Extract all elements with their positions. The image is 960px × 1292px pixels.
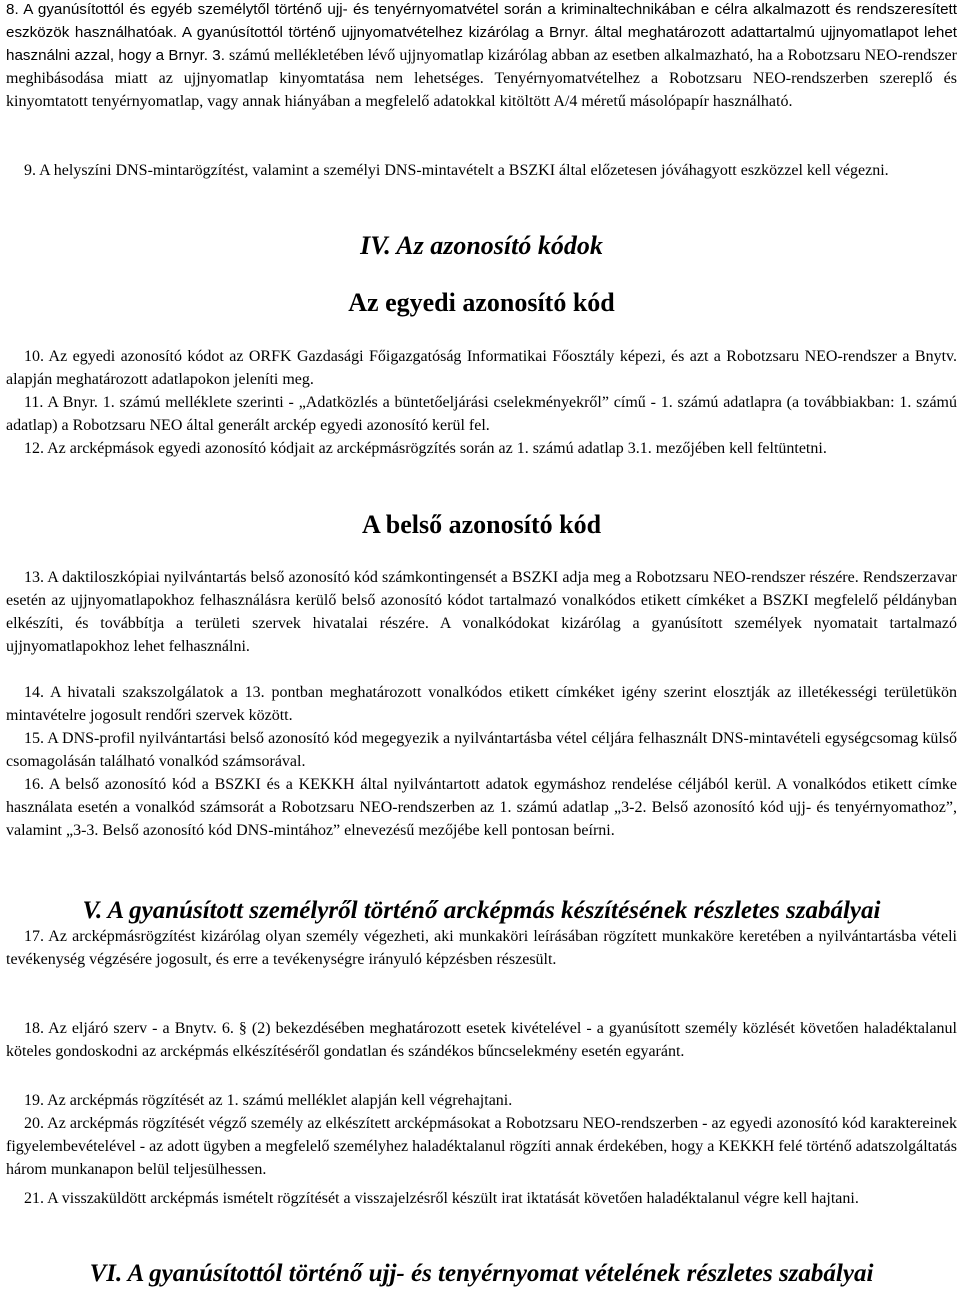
heading-internal-id-code: A belső azonosító kód — [361, 510, 602, 539]
paragraph-8-sans-part: 8. A gyanúsítottól és egyéb személytől történő ujj- és tenyérnyomatvétel során a kriminaltechnikában e célra alkalmazott és rendszeresített eszközök használhatóak. A gyanúsítottól történő ujjnyomatvételhez kizárólag a Brnyr. által meghatározott adattartalmú ujjnyomatlapot lehet használni azzal, hogy a Brnyr. 3. — [6, 1, 957, 64]
paragraph-10: 10. Az egyedi azonosító kódot az ORFK Gazdasági Főigazgatóság Informatikai Főosztály képezi, és azt a Robotzsaru NEO-rendszer a Bnytv. alapján meghatározott adatlapokon jeleníti meg. — [6, 348, 957, 388]
paragraph-11: 11. A Bnyr. 1. számú melléklete szerinti - „Adatközlés a büntetőeljárási cselekményekről” című - 1. számú adatlapra (a továbbiakban: 1. számú adatlap) a Robotzsaru NEO által generált arckép egyedi azonosító kerül fel. — [6, 394, 957, 434]
paragraph-8-rest: számú mellékletében lévő ujjnyomatlap kizárólag abban az esetben alkalmazható, ha a Robotzsaru NEO-rendszer meghibásodása miatt az ujjnyomatlap kinyomtatása nem lehetséges. Tenyérnyomatvételhez a Robotzsaru NEO-rendszerben szereplő és kinyomtatott tenyérnyomatlap, vagy annak hiányában a megfelelő adatokkal kitöltött A/4 méretű másolópapír használható. — [6, 47, 957, 110]
paragraph-9: 9. A helyszíni DNS-mintarögzítést, valamint a személyi DNS-mintavételt a BSZKI által előzetesen jóváhagyott eszközzel kell végezni. — [24, 162, 889, 179]
paragraph-8 — [6, 0, 957, 113]
heading-section-vi: VI. A gyanúsítottól történő ujj- és tenyérnyomat vételének részletes szabályai — [89, 1260, 874, 1287]
heading-unique-id-code: Az egyedi azonosító kód — [348, 288, 615, 317]
heading-section-iv: IV. Az azonosító kódok — [360, 231, 603, 260]
paragraph-14: 14. A hivatali szakszolgálatok a 13. pontban meghatározott vonalkódos etikett címkéket igény szerint elosztják az illetékességi területükön mintavételre jogosult rendőri szervek között. — [6, 684, 957, 724]
paragraph-16: 16. A belső azonosító kód a BSZKI és a KEKKH által nyilvántartott adatok egymáshoz rendelése céljából kerül. A vonalkódos etikett címke használata esetén a vonalkód számsorát a Robotzsaru NEO-rendszerben az 1. számú adatlap „3-2. Belső azonosító kód ujj- és tenyérnyomathoz”, valamint „3-3. Belső azonosító kód DNS-mintához” elnevezésű mezőjébe kell pontosan beírni. — [6, 776, 957, 839]
paragraph-17: 17. Az arcképmásrögzítést kizárólag olyan személy végezheti, aki munkaköri leírásában rögzített munkaköre keretében a nyilvántartásba vételi tevékenység végzésére jogosult, és erre a tevékenységre irányuló képzésben részesült. — [6, 928, 957, 968]
paragraph-21: 21. A visszaküldött arcképmás ismételt rögzítését a visszajelzésről készült irat iktatását követően haladéktalanul végre kell hajtani. — [24, 1190, 859, 1207]
paragraph-18: 18. Az eljáró szerv - a Bnytv. 6. § (2) bekezdésében meghatározott esetek kivételével - a gyanúsított személy közlését követően haladéktalanul köteles gondoskodni az arcképmás elkészítéséről gondatlan és szándékos bűncselekmény esetén egyaránt. — [6, 1020, 957, 1060]
paragraph-12: 12. Az arcképmások egyedi azonosító kódjait az arcképmásrögzítés során az 1. számú adatlap 3.1. mezőjében kell feltüntetni. — [24, 440, 827, 457]
paragraph-15: 15. A DNS-profil nyilvántartási belső azonosító kód megegyezik a nyilvántartásba vétel céljára felhasznált DNS-mintavételi egységcsomag külső csomagolásán található vonalkód számsorával. — [6, 730, 957, 770]
paragraph-20: 20. Az arcképmás rögzítését végző személy az elkészített arcképmásokat a Robotzsaru NEO-rendszerben - az egyedi azonosító kód karaktereinek figyelembevételével - az adott ügyben a megfelelő személyhez haladéktalanul rögzíti annak érdekében, hogy a KEKKH felé történő adatszolgáltatás három munkanapon belül teljesülhessen. — [6, 1115, 957, 1178]
heading-section-v: V. A gyanúsított személyről történő arcképmás készítésének részletes szabályai — [82, 897, 881, 924]
paragraph-13: 13. A daktiloszkópiai nyilvántartás belső azonosító kód számkontingensét a BSZKI adja meg a Robotzsaru NEO-rendszer részére. Rendszerzavar esetén az ujjnyomatlapokhoz felhasználásra kerülő belső azonosító kódot tartalmazó vonalkódos etikett címkéket a BSZKI megfelelő példányban elkészíti, és továbbítja a területi szervek hivatalai részére. A vonalkódokat kizárólag a gyanúsított személyek nyomatait tartalmazó ujjnyomatlapokhoz lehet felhasználni. — [6, 569, 957, 655]
paragraph-19: 19. Az arcképmás rögzítését az 1. számú melléklet alapján kell végrehajtani. — [24, 1092, 513, 1109]
